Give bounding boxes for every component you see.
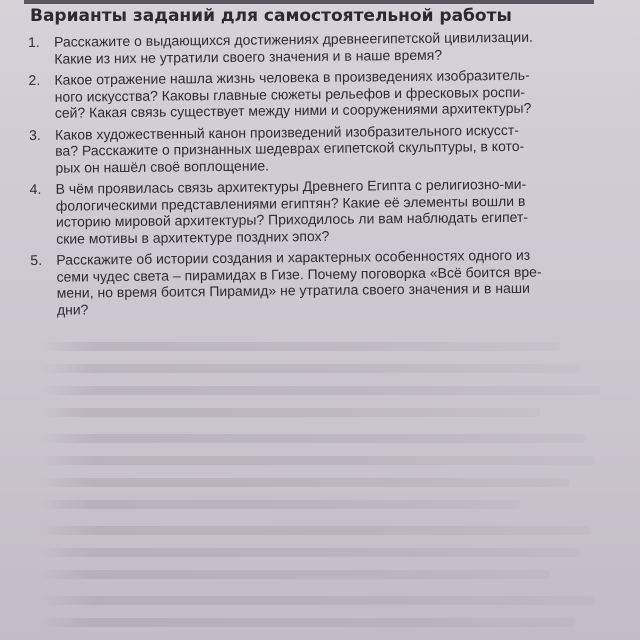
task-text-line: дни? (56, 300, 89, 318)
task-item-3 (29, 121, 589, 176)
task-text-line: В чём проявилась связь архитектуры Древнего Египта с религиозно-ми- (55, 175, 527, 197)
task-text-line: Расскажите о выдающихся достижениях древнеегипетской цивилизации. (53, 28, 533, 50)
task-list (28, 28, 591, 323)
task-item-5 (30, 246, 591, 318)
task-text-line: Какое отражение нашла жизнь человека в произведениях изобразитель- (54, 66, 530, 88)
task-text-line: Каков художественный канон произведений изобразительного искусст- (54, 121, 519, 143)
task-number: 5. (30, 251, 43, 268)
task-text-line: ного искусства? Каковы главные сюжеты рельефов и фресковых роспи- (54, 83, 526, 105)
task-text-line: рых он нашёл своё воплощение. (55, 156, 270, 176)
task-text-line: Какие из них не утратили своего значения и в наше время? (54, 46, 443, 67)
task-text-line: фологическими представлениями египтян? Какие её элементы вошли в (55, 192, 526, 214)
task-text-line: историю мировой архитектуры? Приходилось ли вам наблюдать египет- (55, 208, 529, 230)
task-item-4 (30, 175, 591, 247)
task-number: 4. (29, 180, 42, 197)
task-number: 1. (28, 33, 40, 50)
task-text-line: сей? Какая связь существует между ними и сооружениями архитектуры? (54, 99, 532, 121)
task-text-line: ва? Расскажите о признанных шедеврах египетской скульптуры, в кото- (55, 137, 525, 159)
task-text-line: мени, но время боится Пирамид» не утратила своего значения и в наши (56, 279, 530, 301)
task-number: 2. (28, 71, 41, 88)
task-text-line: семи чудес света – пирамидах в Гизе. Почему поговорка «Всё боится вре- (56, 263, 542, 285)
task-item-2 (28, 66, 588, 121)
task-number: 3. (28, 126, 41, 143)
show-through-text (40, 330, 600, 640)
task-item-1 (28, 28, 588, 67)
task-text-line: ские мотивы в архитектуре поздних эпох? (56, 227, 330, 247)
section-title: Варианты заданий для самостоятельной работы (30, 6, 512, 26)
top-rule (24, 0, 594, 4)
task-text-line: Расскажите об истории создания и характерных особенностях одного из (56, 246, 531, 268)
